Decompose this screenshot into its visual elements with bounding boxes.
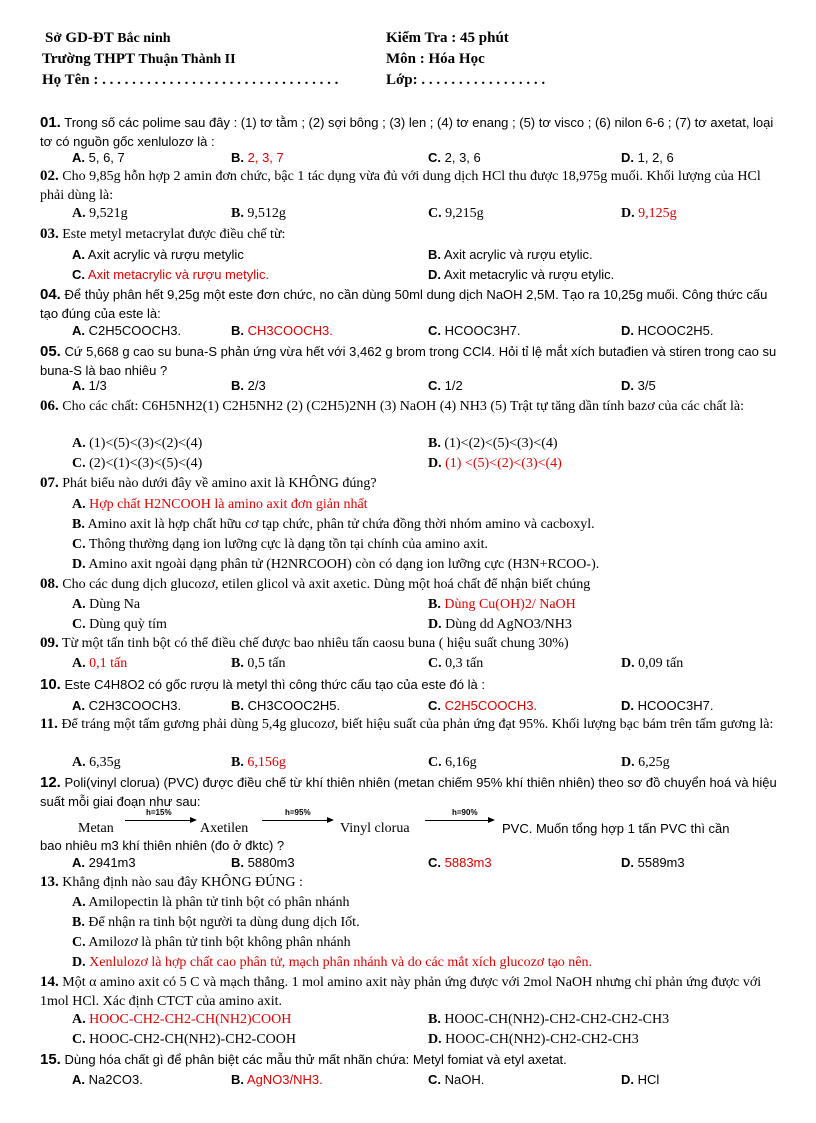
header-lop: Lớp: . . . . . . . . . . . . . . . . . (386, 72, 546, 88)
q04-option-c[interactable]: C. HCOOC3H7. (428, 323, 521, 338)
q01-option-b[interactable]: B. 2, 3, 7 (231, 150, 284, 165)
q03-option-d[interactable]: D. Axit metacrylic và rượu etylic. (428, 267, 615, 282)
q08-option-c[interactable]: C. Dùng quỳ tím (72, 617, 167, 632)
q04-option-b[interactable]: B. CH3COOCH3. (231, 323, 333, 338)
q12-arrow-3 (425, 820, 493, 821)
q03-option-a[interactable]: A. Axit acrylic và rượu metylic (72, 247, 244, 262)
q10-option-d[interactable]: D. HCOOC3H7. (621, 698, 714, 713)
q12-arrow-1 (125, 820, 195, 821)
q12-option-d[interactable]: D. 5589m3 (621, 855, 685, 870)
q05-option-d[interactable]: D. 3/5 (621, 378, 656, 393)
q12-flow-metan: Metan (78, 821, 114, 836)
q03-option-c[interactable]: C. Axit metacrylic và rượu metylic. (72, 267, 270, 282)
q06-option-a[interactable]: A. (1)<(5)<(3)<(2)<(4) (72, 436, 203, 451)
q07-option-c[interactable]: C. Thông thường dạng ion lưỡng cực là dạng tồn tại chính của amino axit. (72, 537, 489, 552)
q02-option-c[interactable]: C. 9,215g (428, 206, 484, 221)
q14-option-a[interactable]: A. HOOC-CH2-CH2-CH(NH2)COOH (72, 1012, 292, 1027)
question-15: 15. Dùng hóa chất gì để phân biệt các mẫu thử mất nhãn chứa: Metyl fomiat và etyl axetat. (40, 1051, 567, 1068)
question-07: 07. Phát biểu nào dưới đây về amino axit là KHÔNG đúng? (40, 475, 377, 491)
question-01: 01. Trong số các polime sau đây : (1) tơ tằm ; (2) sợi bông ; (3) len ; (4) tơ enang ; (5) tơ visco ; (6) nilon 6-6 ; (7) tơ axetat, loại tơ có nguồn gốc xenlulozơ là : (40, 114, 774, 149)
q12-option-c[interactable]: C. 5883m3 (428, 855, 492, 870)
q09-option-c[interactable]: C. 0,3 tấn (428, 656, 484, 671)
q15-option-b[interactable]: B. AgNO3/NH3. (231, 1072, 323, 1087)
question-05: 05. Cứ 5,668 g cao su buna-S phản ứng vừa hết với 3,462 g brom trong CCl4. Hỏi tỉ lệ mắt xích butađien và stiren trong cao su buna-S là bao nhiêu ? (40, 343, 777, 378)
q12-yield-3: h=90% (452, 808, 478, 817)
header-so: Sở GD-ĐT Bắc ninh (45, 30, 171, 46)
q09-option-b[interactable]: B. 0,5 tấn (231, 656, 286, 671)
q12-yield-1: h=15% (146, 808, 172, 817)
q04-option-a[interactable]: A. C2H5COOCH3. (72, 323, 182, 338)
q04-option-d[interactable]: D. HCOOC2H5. (621, 323, 714, 338)
q09-option-a[interactable]: A. 0,1 tấn (72, 656, 128, 671)
q13-option-d[interactable]: D. Xenlulozơ là hợp chất cao phân tử, mạch phân nhánh và do các mắt xích glucozơ tạo nên. (72, 955, 593, 970)
q08-option-a[interactable]: A. Dùng Na (72, 597, 141, 612)
q15-option-a[interactable]: A. Na2CO3. (72, 1072, 143, 1087)
question-11: 11. Để tráng một tấm gương phải dùng 5,4g glucozơ, biết hiệu suất của phản ứng đạt 95%. Khối lượng bạc bám trên tấm gương là: (40, 716, 774, 732)
q02-option-a[interactable]: A. 9,521g (72, 206, 128, 221)
q12-text-2: bao nhiêu m3 khí thiên nhiên (đo ở đktc) ? (40, 838, 285, 853)
q10-option-a[interactable]: A. C2H3COOCH3. (72, 698, 182, 713)
q05-option-c[interactable]: C. 1/2 (428, 378, 463, 393)
q12-arrow-2 (262, 820, 332, 821)
question-10: 10. Este C4H8O2 có gốc rượu là metyl thì công thức cấu tạo của este đó là : (40, 676, 485, 693)
q01-option-c[interactable]: C. 2, 3, 6 (428, 150, 481, 165)
q13-option-a[interactable]: A. Amilopectin là phân tử tinh bột có phân nhánh (72, 895, 350, 910)
q09-option-d[interactable]: D. 0,09 tấn (621, 656, 684, 671)
question-12: 12. Poli(vinyl clorua) (PVC) được điều chế từ khí thiên nhiên (metan chiếm 95% khí thiên nhiên) theo sơ đồ chuyển hoá và hiệu suất mỗi giai đoạn như sau: (40, 774, 777, 809)
q12-flow-axetilen: Axetilen (200, 821, 249, 836)
q02-option-b[interactable]: B. 9,512g (231, 206, 286, 221)
q08-option-b[interactable]: B. Dùng Cu(OH)2/ NaOH (428, 597, 576, 612)
q12-flow-vinyl: Vinyl clorua (340, 821, 410, 836)
q07-option-d[interactable]: D. Amino axit ngoài dạng phân tử (H2NRCOOH) còn có dạng ion lưỡng cực (H3N+RCOO-). (72, 557, 600, 572)
question-09: 09. Từ một tấn tinh bột có thể điều chế được bao nhiêu tấn caosu buna ( hiệu suất chung 30%) (40, 635, 569, 651)
question-06: 06. Cho các chất: C6H5NH2(1) C2H5NH2 (2) (C2H5)2NH (3) NaOH (4) NH3 (5) Trật tự tăng dần tính bazơ của các chất là: (40, 398, 745, 414)
q14-option-d[interactable]: D. HOOC-CH(NH2)-CH2-CH2-CH3 (428, 1032, 639, 1047)
q05-option-b[interactable]: B. 2/3 (231, 378, 266, 393)
q15-option-d[interactable]: D. HCl (621, 1072, 660, 1087)
q14-option-c[interactable]: C. HOOC-CH2-CH(NH2)-CH2-COOH (72, 1032, 297, 1047)
header-ho-ten: Họ Tên : . . . . . . . . . . . . . . . . . . . . . . . . . . . . . . . . (42, 72, 339, 88)
q11-option-d[interactable]: D. 6,25g (621, 755, 670, 770)
q02-option-d[interactable]: D. 9,125g (621, 206, 677, 221)
q12-yield-2: h=95% (285, 808, 311, 817)
q11-option-a[interactable]: A. 6,35g (72, 755, 121, 770)
question-04: 04. Để thủy phân hết 9,25g một este đơn chức, no cần dùng 50ml dung dịch NaOH 2,5M. Tạo ra 10,25g muối. Công thức cấu tạo đúng của este là: (40, 286, 768, 321)
q13-option-c[interactable]: C. Amilozơ là phân tử tinh bột không phân nhánh (72, 935, 351, 950)
q06-option-c[interactable]: C. (2)<(1)<(3)<(5)<(4) (72, 456, 203, 471)
header-mon: Môn : Hóa Học (386, 51, 485, 67)
q07-option-a[interactable]: A. Hợp chất H2NCOOH là amino axit đơn giản nhất (72, 497, 368, 512)
q15-option-c[interactable]: C. NaOH. (428, 1072, 485, 1087)
question-13: 13. Khẳng định nào sau đây KHÔNG ĐÚNG : (40, 874, 303, 890)
q06-option-b[interactable]: B. (1)<(2)<(5)<(3)<(4) (428, 436, 558, 451)
q11-option-c[interactable]: C. 6,16g (428, 755, 477, 770)
q08-option-d[interactable]: D. Dùng dd AgNO3/NH3 (428, 617, 572, 632)
q06-option-d[interactable]: D. (1) <(5)<(2)<(3)<(4) (428, 456, 562, 471)
q05-option-a[interactable]: A. 1/3 (72, 378, 107, 393)
q01-option-d[interactable]: D. 1, 2, 6 (621, 150, 674, 165)
q01-option-a[interactable]: A. 5, 6, 7 (72, 150, 125, 165)
header-kiem-tra: Kiểm Tra : 45 phút (386, 30, 509, 46)
q12-option-b[interactable]: B. 5880m3 (231, 855, 295, 870)
q11-option-b[interactable]: B. 6,156g (231, 755, 286, 770)
q10-option-b[interactable]: B. CH3COOC2H5. (231, 698, 341, 713)
q12-flow-pvc: PVC. Muốn tổng hợp 1 tấn PVC thì cần (502, 821, 730, 836)
q03-option-b[interactable]: B. Axit acrylic và rượu etylic. (428, 247, 593, 262)
q14-option-b[interactable]: B. HOOC-CH(NH2)-CH2-CH2-CH2-CH3 (428, 1012, 670, 1027)
q13-option-b[interactable]: B. Để nhận ra tinh bột người ta dùng dung dịch Iốt. (72, 915, 360, 930)
q12-option-a[interactable]: A. 2941m3 (72, 855, 136, 870)
question-14: 14. Một α amino axit có 5 C và mạch thẳng. 1 mol amino axit này phản ứng được với 2mol NaOH nhưng chỉ phản ứng được với 1mol HCl. Xác định CTCT của amino axit. (40, 974, 762, 1009)
header-truong: Trường THPT Thuận Thành II (42, 51, 236, 67)
question-03: 03. Este metyl metacrylat được điều chế từ: (40, 226, 286, 242)
q10-option-c[interactable]: C. C2H5COOCH3. (428, 698, 538, 713)
q07-option-b[interactable]: B. Amino axit là hợp chất hữu cơ tạp chức, phân tử chứa đồng thời nhóm amino và cacboxyl. (72, 517, 595, 532)
question-08: 08. Cho các dung dịch glucozơ, etilen glicol và axit axetic. Dùng một hoá chất để nhận biết chúng (40, 576, 591, 592)
question-02: 02. Cho 9,85g hỗn hợp 2 amin đơn chức, bậc 1 tác dụng vừa đủ với dung dịch HCl thu được 18,975g muối. Khối lượng của HCl phải dùng là: (40, 168, 761, 203)
